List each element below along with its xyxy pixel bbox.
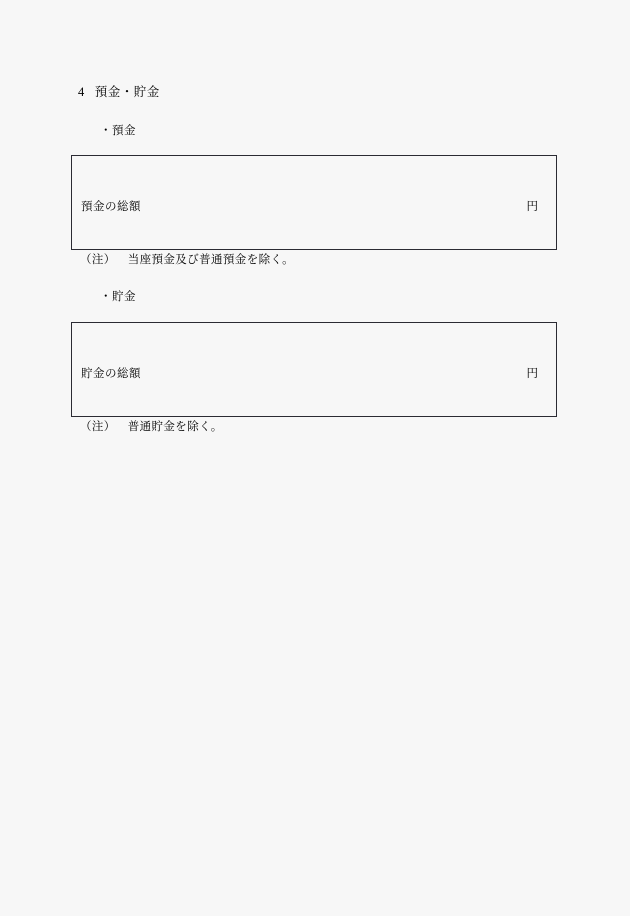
section-heading xyxy=(78,82,160,100)
section-title: 預金・貯金 xyxy=(94,85,160,99)
savings-total-unit: 円 xyxy=(526,368,538,380)
deposit-note xyxy=(80,251,294,267)
deposit-total-box[interactable] xyxy=(71,155,557,250)
subsection-label-deposit: ・預金 xyxy=(100,125,136,137)
savings-note-text: 普通貯金を除く。 xyxy=(127,421,223,433)
deposit-note-mark: （注） xyxy=(80,254,116,266)
savings-total-label: 貯金の総額 xyxy=(81,368,141,380)
savings-note-mark: （注） xyxy=(80,421,116,433)
subsection-label-savings: ・貯金 xyxy=(100,291,136,303)
deposit-note-text: 当座預金及び普通預金を除く。 xyxy=(127,254,295,266)
deposit-total-unit: 円 xyxy=(526,201,538,213)
section-number: 4 xyxy=(78,85,85,99)
savings-note xyxy=(80,418,223,434)
deposit-total-label: 預金の総額 xyxy=(81,201,141,213)
savings-total-box[interactable] xyxy=(71,322,557,417)
